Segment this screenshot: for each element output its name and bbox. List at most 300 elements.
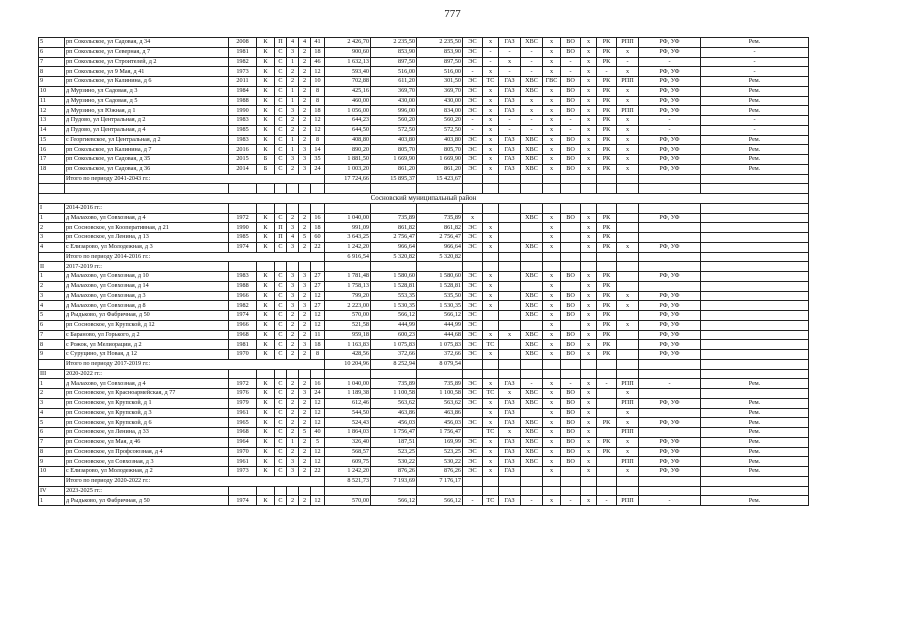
table-row <box>39 116 809 126</box>
table-cell: д Малахово, ул Совхозная, д 14 <box>65 281 229 291</box>
table-cell <box>701 272 809 282</box>
table-cell: К <box>257 242 275 252</box>
table-cell: 3 <box>299 389 311 399</box>
table-cell: Рем. <box>701 496 809 506</box>
table-cell <box>617 476 639 486</box>
table-cell: 2 <box>299 116 311 126</box>
table-cell: 2 <box>299 447 311 457</box>
table-cell: С <box>275 398 287 408</box>
table-cell: 2 223,00 <box>325 301 371 311</box>
period-roman: III <box>39 369 65 379</box>
table-row <box>39 291 809 301</box>
table-cell <box>701 476 809 486</box>
table-cell: К <box>257 330 275 340</box>
table-cell: 4 <box>39 242 65 252</box>
table-cell: С <box>275 281 287 291</box>
table-cell: РК <box>597 291 617 301</box>
table-cell: 7 <box>39 437 65 447</box>
table-cell: 2 <box>299 106 311 116</box>
table-cell <box>521 262 543 272</box>
table-cell <box>499 350 521 360</box>
table-cell: д Рыдьково, ул Фабричная, д 50 <box>65 311 229 321</box>
table-cell: х <box>581 38 597 48</box>
table-cell: 2 <box>299 223 311 233</box>
table-cell: х <box>581 467 597 477</box>
table-cell <box>499 359 521 369</box>
table-cell: 1 056,00 <box>325 106 371 116</box>
table-cell: ВО <box>561 301 581 311</box>
table-cell <box>597 203 617 213</box>
table-cell: П <box>275 38 287 48</box>
table-cell: К <box>257 96 275 106</box>
table-cell: 2 <box>287 398 299 408</box>
table-cell: Рем. <box>701 77 809 87</box>
table-cell: 897,50 <box>417 57 463 67</box>
table-cell: 10 <box>39 467 65 477</box>
table-cell: 959,18 <box>325 330 371 340</box>
table-cell: х <box>581 428 597 438</box>
table-cell: К <box>257 281 275 291</box>
table-cell: х <box>483 437 499 447</box>
table-cell: 5 <box>299 428 311 438</box>
table-cell: х <box>581 350 597 360</box>
table-cell <box>543 262 561 272</box>
table-cell: РФ, УФ <box>639 38 701 48</box>
table-cell: РФ, УФ <box>639 340 701 350</box>
table-cell: х <box>617 155 639 165</box>
table-cell: рп Сосновское, ул Совхозная, д 3 <box>65 457 229 467</box>
table-cell <box>299 486 311 496</box>
table-cell: - <box>597 379 617 389</box>
table-cell <box>463 428 483 438</box>
table-cell: 1 669,90 <box>417 155 463 165</box>
table-cell: ГАЗ <box>499 467 521 477</box>
table-cell <box>639 369 701 379</box>
table-cell: 1 075,83 <box>417 340 463 350</box>
table-body <box>39 38 809 506</box>
table-cell: ЭС <box>463 398 483 408</box>
table-cell <box>597 389 617 399</box>
table-cell: Рем. <box>701 135 809 145</box>
table-cell: 3 <box>287 467 299 477</box>
table-cell: 572,50 <box>371 125 417 135</box>
table-cell: х <box>483 106 499 116</box>
table-cell <box>581 476 597 486</box>
table-cell: - <box>701 125 809 135</box>
table-cell <box>639 174 701 184</box>
table-cell: х <box>543 272 561 282</box>
period-label: 2020-2022 гг.: <box>65 369 229 379</box>
table-cell: х <box>581 389 597 399</box>
table-cell: ВО <box>561 77 581 87</box>
table-cell: 12 <box>311 447 325 457</box>
table-cell <box>499 233 521 243</box>
table-cell: 4 <box>299 38 311 48</box>
table-cell: 8 <box>311 135 325 145</box>
table-cell: х <box>581 398 597 408</box>
table-cell: Рем. <box>701 155 809 165</box>
table-cell: РК <box>597 301 617 311</box>
table-cell: ТС <box>483 496 499 506</box>
table-cell: 18 <box>311 106 325 116</box>
table-cell: С <box>275 301 287 311</box>
table-cell: Б <box>257 155 275 165</box>
table-cell: д Рыдьково, ул Фабричная, д 50 <box>65 496 229 506</box>
table-cell: ВО <box>561 447 581 457</box>
table-cell <box>521 184 543 194</box>
table-cell: К <box>257 223 275 233</box>
table-cell: 10 <box>39 86 65 96</box>
table-cell <box>499 242 521 252</box>
table-cell: ХВС <box>521 301 543 311</box>
table-cell: х <box>581 164 597 174</box>
table-cell <box>701 203 809 213</box>
table-cell: х <box>581 301 597 311</box>
table-cell <box>639 359 701 369</box>
table-cell: РК <box>597 106 617 116</box>
table-cell: 2 <box>287 428 299 438</box>
table-cell: ХВС <box>521 155 543 165</box>
table-cell <box>701 174 809 184</box>
table-cell: 18 <box>311 340 325 350</box>
table-cell: 2 756,47 <box>371 233 417 243</box>
table-cell: 876,26 <box>417 467 463 477</box>
table-cell: 2 <box>287 330 299 340</box>
table-cell: РК <box>597 437 617 447</box>
table-cell <box>417 184 463 194</box>
table-cell: С <box>275 340 287 350</box>
table-cell: ХВС <box>521 311 543 321</box>
period-total-value: 5 320,82 <box>417 252 463 262</box>
table-cell: РК <box>597 77 617 87</box>
table-cell: х <box>543 350 561 360</box>
table-cell: 1990 <box>229 223 257 233</box>
table-cell: 1966 <box>229 320 257 330</box>
table-cell: - <box>639 57 701 67</box>
table-cell: РФ, УФ <box>639 330 701 340</box>
period-total-value: 10 204,96 <box>325 359 371 369</box>
table-cell <box>701 389 809 399</box>
table-cell: рп Сосновское, ул Крупской, д 3 <box>65 408 229 418</box>
table-cell <box>617 311 639 321</box>
table-cell: ВО <box>561 437 581 447</box>
table-cell: 1 580,60 <box>371 272 417 282</box>
table-cell: РК <box>597 418 617 428</box>
table-cell: РФ, УФ <box>639 77 701 87</box>
table-cell <box>287 184 299 194</box>
table-cell: С <box>275 145 287 155</box>
table-cell: 403,80 <box>417 135 463 145</box>
table-cell: х <box>543 96 561 106</box>
table-cell: д Малахово, ул Совхозная, д 4 <box>65 213 229 223</box>
table-cell: ТС <box>483 389 499 399</box>
table-cell: х <box>581 135 597 145</box>
table-cell: х <box>543 116 561 126</box>
table-cell <box>639 281 701 291</box>
table-cell: ЭС <box>463 301 483 311</box>
table-cell: х <box>581 496 597 506</box>
table-cell: - <box>499 47 521 57</box>
table-cell: С <box>275 125 287 135</box>
table-row <box>39 67 809 77</box>
table-cell: 444,68 <box>417 330 463 340</box>
table-cell: 2 <box>299 96 311 106</box>
table-cell: РК <box>597 135 617 145</box>
table-cell: 1966 <box>229 291 257 301</box>
period-total-label: Итого по периоду 2020-2022 гг.: <box>65 476 325 486</box>
table-cell: 560,20 <box>417 116 463 126</box>
table-cell: х <box>543 135 561 145</box>
table-cell <box>521 476 543 486</box>
table-cell: - <box>561 125 581 135</box>
table-cell: х <box>581 47 597 57</box>
period-total-row <box>39 174 809 184</box>
table-cell: х <box>499 57 521 67</box>
table-cell: С <box>275 418 287 428</box>
table-cell: ГВС <box>543 77 561 87</box>
table-cell: П <box>275 233 287 243</box>
table-cell: 530,22 <box>371 457 417 467</box>
table-cell <box>561 359 581 369</box>
table-cell: х <box>581 447 597 457</box>
table-cell <box>597 184 617 194</box>
table-cell <box>597 262 617 272</box>
table-cell: - <box>499 116 521 126</box>
table-cell: ЭС <box>463 106 483 116</box>
table-cell: - <box>561 67 581 77</box>
table-cell: 10 <box>311 77 325 87</box>
table-cell: 2014 <box>229 164 257 174</box>
table-row <box>39 38 809 48</box>
table-cell: 430,00 <box>417 96 463 106</box>
table-cell: х <box>543 38 561 48</box>
table-cell: 1 528,81 <box>371 281 417 291</box>
table-cell: 1 <box>39 272 65 282</box>
table-cell <box>257 203 275 213</box>
table-cell <box>499 476 521 486</box>
table-cell: 566,12 <box>417 311 463 321</box>
table-cell: К <box>257 116 275 126</box>
table-cell: РК <box>597 350 617 360</box>
table-cell: 853,90 <box>417 47 463 57</box>
table-cell: х <box>483 38 499 48</box>
table-cell: 3 <box>287 301 299 311</box>
table-cell <box>483 486 499 496</box>
table-cell: 2 <box>299 320 311 330</box>
table-cell <box>257 184 275 194</box>
table-cell: К <box>257 389 275 399</box>
table-cell: 876,26 <box>371 467 417 477</box>
table-cell: 570,00 <box>325 496 371 506</box>
table-cell: х <box>483 67 499 77</box>
table-cell: Рем. <box>701 447 809 457</box>
table-cell: рп Сокольское, ул Строителей, д 2 <box>65 57 229 67</box>
table-cell: х <box>581 242 597 252</box>
table-cell: х <box>483 418 499 428</box>
table-cell <box>617 252 639 262</box>
table-cell: д Малахово, ул Совхозная, д 10 <box>65 272 229 282</box>
table-cell <box>39 252 65 262</box>
table-cell <box>311 369 325 379</box>
table-cell: 12 <box>311 418 325 428</box>
table-cell: ЭС <box>463 135 483 145</box>
table-cell: х <box>617 408 639 418</box>
table-cell <box>701 311 809 321</box>
table-row <box>39 457 809 467</box>
table-cell: х <box>483 350 499 360</box>
table-cell: х <box>543 164 561 174</box>
table-cell: 563,62 <box>417 398 463 408</box>
table-cell: С <box>275 96 287 106</box>
table-cell: рп Сосновское, ул Крупской, д 6 <box>65 418 229 428</box>
table-cell: 1974 <box>229 311 257 321</box>
table-cell <box>229 184 257 194</box>
table-cell: К <box>257 447 275 457</box>
table-cell: РПП <box>617 379 639 389</box>
table-cell: рп Сосновское, ул Красноармейская, д 77 <box>65 389 229 399</box>
table-cell: х <box>543 398 561 408</box>
table-cell <box>597 467 617 477</box>
table-cell: - <box>561 57 581 67</box>
table-cell: 535,50 <box>417 291 463 301</box>
table-cell: х <box>483 164 499 174</box>
table-cell: ЭС <box>463 155 483 165</box>
table-cell: х <box>499 428 521 438</box>
table-row <box>39 496 809 506</box>
table-cell: 3 <box>299 301 311 311</box>
table-cell: ЭС <box>463 272 483 282</box>
table-cell: 1 189,38 <box>325 389 371 399</box>
table-cell <box>229 486 257 496</box>
table-cell: К <box>257 135 275 145</box>
table-cell: 799,20 <box>325 291 371 301</box>
table-cell: 2 <box>287 213 299 223</box>
table-cell: Рем. <box>701 145 809 155</box>
table-cell: 1981 <box>229 340 257 350</box>
table-row <box>39 233 809 243</box>
table-cell: д Мурзино, ул Садовая, д 5 <box>65 96 229 106</box>
table-cell: ГАЗ <box>499 418 521 428</box>
table-cell: 568,57 <box>325 447 371 457</box>
table-cell: ГАЗ <box>499 135 521 145</box>
table-cell: 3 <box>299 145 311 155</box>
table-cell: 593,40 <box>325 67 371 77</box>
table-cell <box>499 223 521 233</box>
table-cell: 4 <box>287 233 299 243</box>
table-cell: 2 <box>287 496 299 506</box>
period-label: 2017-2019 гг.: <box>65 262 229 272</box>
table-cell: ЭС <box>463 467 483 477</box>
table-cell: 1 <box>39 213 65 223</box>
table-cell: 1961 <box>229 457 257 467</box>
table-row <box>39 389 809 399</box>
table-cell: ЭС <box>463 164 483 174</box>
table-cell: 15 <box>39 135 65 145</box>
table-cell: ВО <box>561 47 581 57</box>
table-cell <box>561 320 581 330</box>
table-cell: х <box>499 330 521 340</box>
table-cell: ХВС <box>521 418 543 428</box>
table-cell <box>499 486 521 496</box>
table-cell: ХВС <box>521 272 543 282</box>
table-cell: 1 163,83 <box>325 340 371 350</box>
table-cell: К <box>257 398 275 408</box>
table-cell <box>275 486 287 496</box>
table-cell: 2 756,47 <box>417 233 463 243</box>
table-cell <box>581 174 597 184</box>
table-cell <box>463 262 483 272</box>
table-cell <box>229 262 257 272</box>
period-roman: II <box>39 262 65 272</box>
table-cell: рп Сосновское, ул Ленина, д 13 <box>65 233 229 243</box>
table-cell: 1979 <box>229 398 257 408</box>
table-cell: д Малахово, ул Совхозная, д 4 <box>65 379 229 389</box>
table-cell <box>581 369 597 379</box>
table-cell: 861,82 <box>417 223 463 233</box>
table-row <box>39 86 809 96</box>
table-cell: х <box>543 213 561 223</box>
table-cell <box>311 486 325 496</box>
table-cell: Рем. <box>701 398 809 408</box>
table-cell: 1972 <box>229 379 257 389</box>
table-cell: РК <box>597 213 617 223</box>
table-cell: х <box>581 320 597 330</box>
table-cell: 60 <box>311 233 325 243</box>
table-cell <box>463 359 483 369</box>
table-cell: РФ, УФ <box>639 398 701 408</box>
table-cell: х <box>581 57 597 67</box>
table-cell: 3 <box>299 340 311 350</box>
table-cell <box>275 184 287 194</box>
table-cell <box>581 486 597 496</box>
table-cell: 2 <box>299 418 311 428</box>
table-cell: 3 <box>287 291 299 301</box>
table-cell: 1 <box>287 145 299 155</box>
table-cell: х <box>581 340 597 350</box>
table-cell <box>417 369 463 379</box>
table-cell: 1 580,60 <box>417 272 463 282</box>
table-cell: х <box>543 457 561 467</box>
housing-register-table <box>38 37 809 506</box>
table-row <box>39 57 809 67</box>
table-cell: х <box>581 311 597 321</box>
table-cell: 1982 <box>229 301 257 311</box>
table-row <box>39 350 809 360</box>
table-cell: П <box>275 223 287 233</box>
table-row <box>39 145 809 155</box>
table-cell: - <box>639 496 701 506</box>
table-cell: ВО <box>561 311 581 321</box>
table-cell <box>639 262 701 272</box>
table-cell: 6 <box>39 47 65 57</box>
table-cell: х <box>617 242 639 252</box>
table-cell <box>617 369 639 379</box>
table-cell: С <box>275 379 287 389</box>
table-cell <box>287 262 299 272</box>
table-cell: 2 <box>287 320 299 330</box>
table-cell <box>483 184 499 194</box>
table-cell: 2 <box>299 67 311 77</box>
table-cell <box>325 203 371 213</box>
table-cell: 1 756,47 <box>371 428 417 438</box>
table-cell: 9 <box>39 350 65 360</box>
table-cell <box>39 359 65 369</box>
table-cell: 3 <box>287 47 299 57</box>
table-cell: 372,66 <box>371 350 417 360</box>
table-cell: 2 <box>299 242 311 252</box>
table-cell <box>543 203 561 213</box>
table-cell <box>371 262 417 272</box>
